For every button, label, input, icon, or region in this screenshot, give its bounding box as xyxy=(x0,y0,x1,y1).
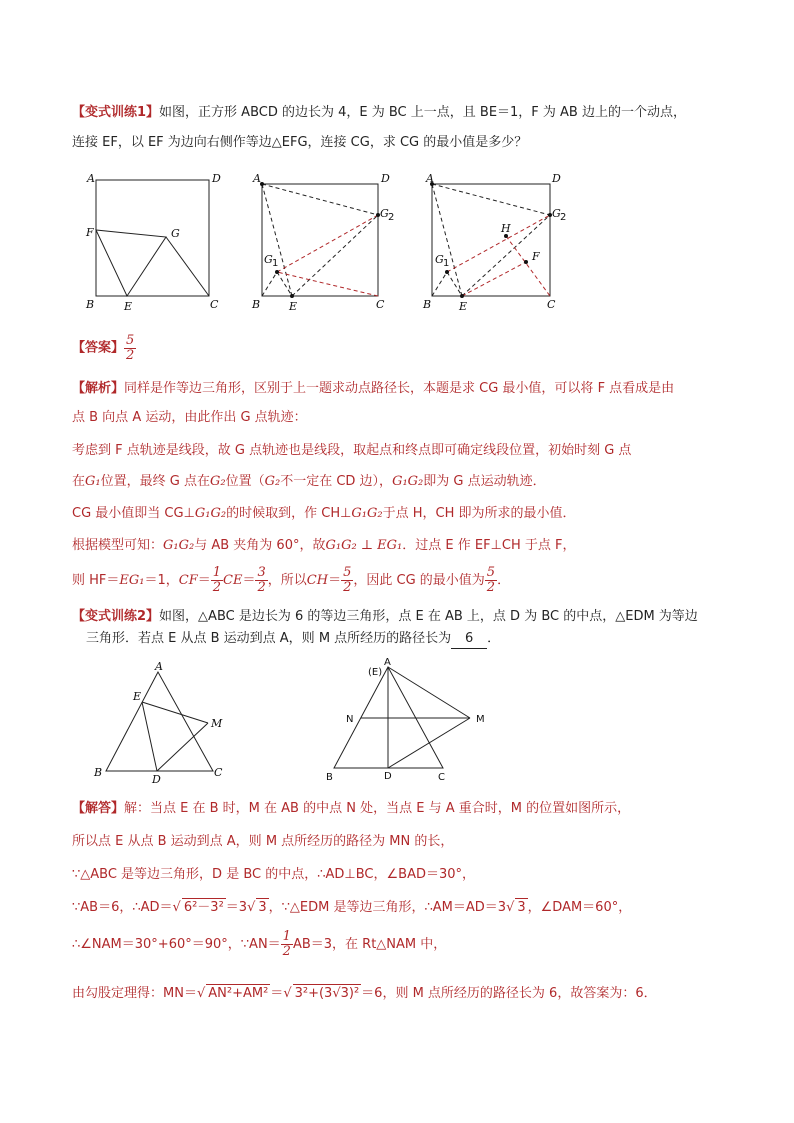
fig1-label-G: G xyxy=(171,227,180,240)
fig2-label-D: D xyxy=(381,172,390,185)
solution-line5: ∴∠NAM＝30°+60°＝90°，∵AN＝ $\frac{1}{2}$ AB＝3，在 Rt△NAM 中， xyxy=(72,929,447,959)
solution-line1: 【解答】解：当点 E 在 B 时，M 在 AB 的中点 N 处，当点 E 与 A 重合时，M 的位置如图所示， xyxy=(72,801,631,816)
solution-line3: ∵△ABC 是等边三角形，D 是 BC 的中点，∴AD⊥BC，∠BAD＝30°， xyxy=(72,867,476,882)
fig1-label-A: A xyxy=(87,172,95,185)
fig5-label-N: N xyxy=(346,714,354,725)
fig3-label-A: A xyxy=(426,172,434,185)
solution-tag: 【解答】 xyxy=(72,801,125,816)
problem2-line1: 【变式训练2】如图，△ABC 是边长为 6 的等边三角形，点 E 在 AB 上，点 D 为 BC 的中点，△EDM 为等边 xyxy=(72,609,698,624)
fig3-label-D: D xyxy=(552,172,561,185)
fig4-label-E: E xyxy=(133,690,142,703)
fig2-label-A: A xyxy=(253,172,261,185)
fig3-label-E: E xyxy=(459,300,468,313)
solution-line6: 由勾股定理得：MN＝√ AN²+AM² ＝√ 3²+(3√3)² ＝6，则 M 点所经历的路径长为 6，故答案为：6． xyxy=(72,986,657,1001)
fig2-label-G1: G xyxy=(264,253,273,266)
fig3-label-G1: G xyxy=(435,253,444,266)
analysis-frac-2: $\frac{3}{2}$ xyxy=(257,565,266,595)
fig5-label-A: A xyxy=(384,657,391,668)
answer-blank: 6 xyxy=(451,630,487,649)
figure-square-1 xyxy=(84,170,224,315)
analysis-frac-1: $\frac{1}{2}$ xyxy=(212,565,222,595)
fig4-label-B: B xyxy=(94,766,103,779)
fig5-label-M: M xyxy=(476,714,485,725)
analysis-frac-3: $\frac{5}{2}$ xyxy=(343,565,352,595)
solution-line2: 所以点 E 从点 B 运动到点 A，则 M 点所经历的路径为 MN 的长， xyxy=(72,834,454,849)
fig2-label-G2: G xyxy=(380,207,389,220)
problem1-line1 xyxy=(72,104,744,122)
fig5-label-E: (E) xyxy=(368,667,383,678)
fig2-label-C: C xyxy=(376,298,385,311)
fig3-label-C: C xyxy=(547,298,556,311)
fig1-label-D: D xyxy=(212,172,221,185)
solution-line4: ∵AB＝6，∴AD＝√ 6²－3² ＝3√ 3 ，∵△EDM 是等边三角形，∴AM＝AD＝3√ 3 ，∠DAM＝60°， xyxy=(72,900,632,915)
fig2-label-B: B xyxy=(252,298,261,311)
problem1-tag: 【变式训练1】 xyxy=(72,105,160,120)
analysis-line3: 考虑到 F 点轨迹是线段，故 G 点轨迹也是线段，取起点和终点即可确定线段位置，初始时刻 G 点 xyxy=(72,443,632,458)
fig3-label-F: F xyxy=(532,250,540,263)
analysis-line6: 根据模型可知：G₁G₂与 AB 夹角为 60°，故G₁G₂ ⊥ EG₁．过点 E 作 EF⊥CH 于点 F， xyxy=(72,538,576,553)
fig3-label-B: B xyxy=(423,298,432,311)
figure-square-3 xyxy=(422,170,577,315)
fig5-label-D: D xyxy=(384,771,392,782)
analysis-line2: 点 B 向点 A 运动，由此作出 G 点轨迹： xyxy=(72,410,307,425)
fig4-label-D: D xyxy=(152,773,161,785)
fig4-label-M: M xyxy=(211,717,223,730)
analysis-line4: 在G₁位置，最终 G 点在G₂位置（G₂不一定在 CD 边），G₁G₂即为 G 点运动轨迹． xyxy=(72,474,546,489)
figure-triangle-2 xyxy=(320,655,500,785)
fig1-label-E: E xyxy=(124,300,133,313)
figure-triangle-1 xyxy=(90,660,240,785)
fig3-label-H: H xyxy=(501,222,511,235)
solution-frac: $\frac{1}{2}$ xyxy=(282,929,291,959)
fig3-label-G1-sub: 1 xyxy=(443,258,450,269)
answer-fraction: $\frac{5}{2}$ xyxy=(126,333,135,363)
problem1-line2: 连接 EF，以 EF 为边向右侧作等边△EFG，连接 CG，求 CG 的最小值是多少？ xyxy=(72,135,528,150)
analysis-tag: 【解析】 xyxy=(72,381,125,396)
analysis-frac-4: $\frac{5}{2}$ xyxy=(486,565,496,595)
answer-line xyxy=(72,334,744,368)
fig1-label-C: C xyxy=(210,298,219,311)
fig1-label-F: F xyxy=(86,226,94,239)
answer-tag: 【答案】 xyxy=(72,340,125,356)
problem1-text1: 如图，正方形 ABCD 的边长为 4，E 为 BC 上一点，且 BE＝1，F 为 AB 边上的一个动点， xyxy=(159,105,686,120)
fig3-label-G2-sub: 2 xyxy=(560,212,567,223)
fig4-label-C: C xyxy=(214,766,223,779)
fig2-label-E: E xyxy=(289,300,298,313)
analysis-line1: 【解析】同样是作等边三角形，区别于上一题求动点路径长，本题是求 CG 最小值，可以将 F 点看成是由 xyxy=(72,381,675,396)
analysis-line5: CG 最小值即当 CG⊥G₁G₂的时候取到，作 CH⊥G₁G₂于点 H，CH 即为所求的最小值． xyxy=(72,506,576,521)
fig4-label-A: A xyxy=(155,660,163,673)
problem2-line2: 三角形．若点 E 从点 B 运动到点 A，则 M 点所经历的路径长为 6 ． xyxy=(86,630,744,649)
fig1-label-B: B xyxy=(86,298,95,311)
figure-square-2 xyxy=(250,170,400,315)
fig2-label-G1-sub: 1 xyxy=(272,258,279,269)
problem2-tag: 【变式训练2】 xyxy=(72,609,160,624)
fig5-label-B: B xyxy=(326,772,333,783)
fig2-label-G2-sub: 2 xyxy=(388,212,395,223)
analysis-line7: 则 HF＝EG₁＝1，CF＝ $\frac{1}{2}$ CE＝ $\frac{3}{2}$ ，所以CH＝ $\frac{5}{2}$ ，因此 CG 的最小值为 $\frac{5}{2}$ ． xyxy=(72,565,511,595)
fig3-label-G2: G xyxy=(552,207,561,220)
fig5-label-C: C xyxy=(438,772,445,783)
